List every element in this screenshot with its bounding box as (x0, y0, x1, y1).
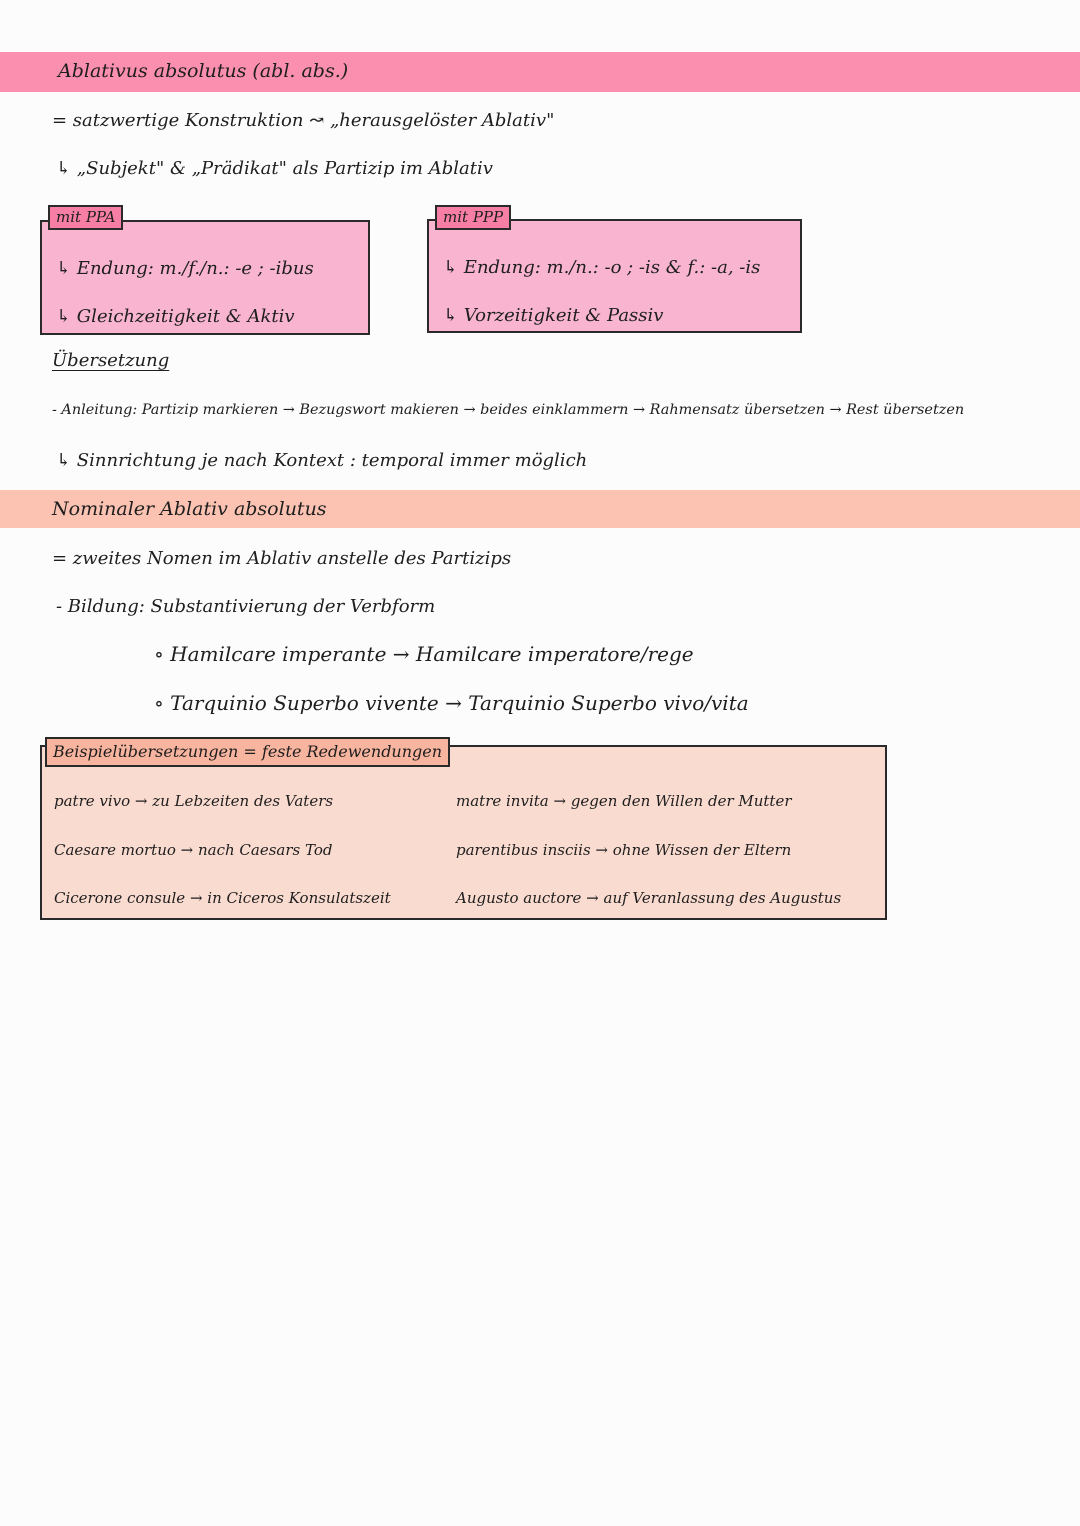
uebersetzung-heading: Übersetzung (52, 350, 170, 371)
example-tarquinio: ∘ Tarquinio Superbo vivente → Tarquinio Superbo vivo/vita (154, 691, 749, 715)
section-header-nominaler-ablativ (0, 490, 1080, 528)
example-translations-tab: Beispielübersetzungen = feste Redewendungen (45, 737, 450, 767)
nominal-definition-line: = zweites Nomen im Ablativ anstelle des Partizips (52, 548, 512, 569)
ppa-tense-voice: ↳ Gleichzeitigkeit & Aktiv (56, 306, 295, 327)
section-header-ablativus-absolutus (0, 52, 1080, 92)
list-item: Caesare mortuo → nach Caesars Tod (54, 841, 333, 859)
ppp-tense-voice: ↳ Vorzeitigkeit & Passiv (443, 305, 664, 326)
ppp-box (427, 219, 802, 333)
ppa-tab: mit PPA (48, 205, 123, 230)
list-item: patre vivo → zu Lebzeiten des Vaters (54, 792, 334, 810)
list-item: parentibus insciis → ohne Wissen der Eltern (456, 841, 792, 859)
bildung-line: - Bildung: Substantivierung der Verbform (56, 596, 436, 617)
section-title: Nominaler Ablativ absolutus (52, 498, 327, 520)
list-item: matre invita → gegen den Willen der Mutter (456, 792, 792, 810)
definition-line: = satzwertige Konstruktion ↝ „herausgelöster Ablativ" (52, 110, 555, 131)
ppp-ending: ↳ Endung: m./n.: -o ; -is & f.: -a, -is (443, 257, 761, 278)
list-item: Cicerone consule → in Ciceros Konsulatszeit (54, 889, 391, 907)
ppa-ending: ↳ Endung: m./f./n.: -e ; -ibus (56, 258, 314, 279)
subject-predicate-line: ↳ „Subjekt" & „Prädikat" als Partizip im Ablativ (56, 158, 493, 179)
ppa-box (40, 220, 370, 335)
sinnrichtung-line: ↳ Sinnrichtung je nach Kontext : temporal immer möglich (56, 450, 588, 471)
section-title: Ablativus absolutus (abl. abs.) (58, 60, 349, 82)
example-translations-box (40, 745, 887, 920)
anleitung-line: - Anleitung: Partizip markieren → Bezugswort makieren → beides einklammern → Rahmensatz übersetzen → Rest übersetzen (52, 402, 965, 418)
example-hamilcare: ∘ Hamilcare imperante → Hamilcare imperatore/rege (154, 642, 694, 666)
ppp-tab: mit PPP (435, 205, 511, 230)
list-item: Augusto auctore → auf Veranlassung des Augustus (456, 889, 842, 907)
